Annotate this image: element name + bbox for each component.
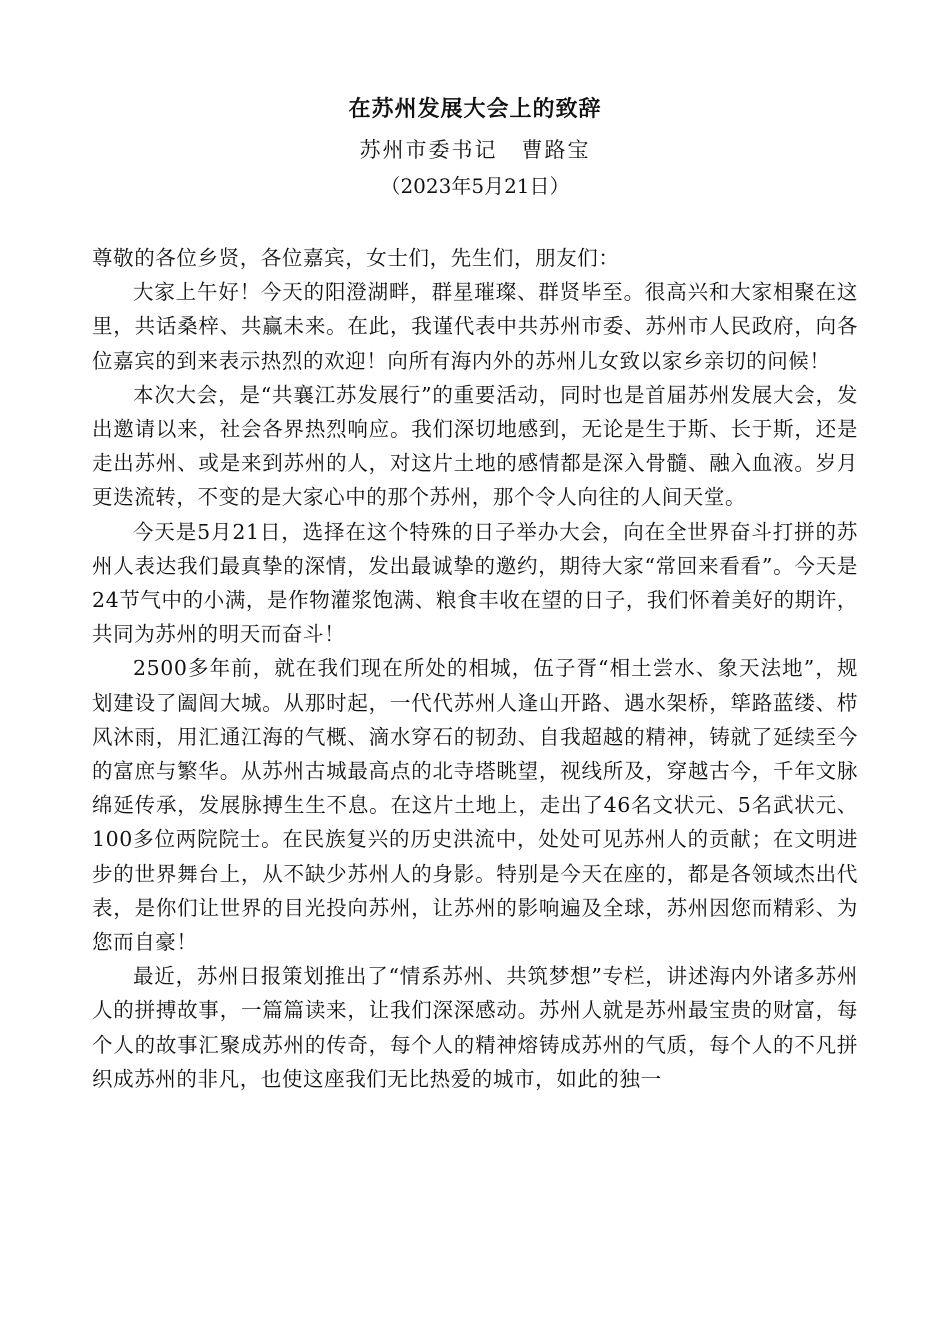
paragraph: 本次大会，是“共襄江苏发展行”的重要活动，同时也是首届苏州发展大会，发出邀请以来，社会各界热烈响应。我们深切地感到，无论是生于斯、长于斯，还是走出苏州、或是来到苏州的人，对这片土地的感情都是深入骨髓、融入血液。岁月更迭流转，不变的是大家心中的那个苏州，那个令人向往的人间天堂。 (92, 382, 858, 510)
speech-date: （2023年5月21日） (380, 174, 570, 198)
paragraph: 2500多年前，就在我们现在所处的相城，伍子胥“相土尝水、象天法地”，规划建设了阖闾大城。从那时起，一代代苏州人逢山开路、遇水架桥，筚路蓝缕、栉风沐雨，用汇通江海的气概、滴水穿石的韧劲、自我超越的精神，铸就了延续至今的富庶与繁华。从苏州古城最高点的北寺塔眺望，视线所及，穿越古今，千年文脉绵延传承，发展脉搏生生不息。在这片土地上，走出了46名文状元、5名武状元、100多位两院院士。在民族复兴的历史洪流中，处处可见苏州人的贡献；在文明进步的世界舞台上，从不缺少苏州人的身影。特别是今天在座的，都是各领域杰出代表，是你们让世界的目光投向苏州，让苏州的影响遍及全球，苏州因您而精彩、为您而自豪！ (92, 656, 858, 955)
paragraph: 最近，苏州日报策划推出了“情系苏州、共筑梦想”专栏，讲述海内外诸多苏州人的拼搏故事，一篇篇读来，让我们深深感动。苏州人就是苏州最宝贵的财富，每个人的故事汇聚成苏州的传奇，每个人的精神熔铸成苏州的气质，每个人的不凡拼织成苏州的非凡，也使这座我们无比热爱的城市，如此的独一 (92, 964, 858, 1091)
author-name: 曹路宝 (521, 138, 591, 162)
speech-body (92, 241, 858, 1096)
paragraph: 大家上午好！今天的阳澄湖畔，群星璀璨、群贤毕至。很高兴和大家相聚在这里，共话桑梓、共赢未来。在此，我谨代表中共苏州市委、苏州市人民政府，向各位嘉宾的到来表示热烈的欢迎！向所有海内外的苏州儿女致以家乡亲切的问候！ (92, 280, 858, 373)
paragraph: 今天是5月21日，选择在这个特殊的日子举办大会，向在全世界奋斗打拼的苏州人表达我们最真挚的深情，发出最诚挚的邀约，期待大家“常回来看看”。今天是24节气中的小满，是作物灌浆饱满、粮食丰收在望的日子，我们怀着美好的期许，共同为苏州的明天而奋斗！ (92, 519, 858, 647)
document-title: 在苏州发展大会上的致辞 (348, 96, 602, 122)
author-line (0, 136, 950, 164)
salutation: 尊敬的各位乡贤，各位嘉宾，女士们，先生们，朋友们： (92, 246, 620, 270)
author-role: 苏州市委书记 (359, 138, 498, 162)
